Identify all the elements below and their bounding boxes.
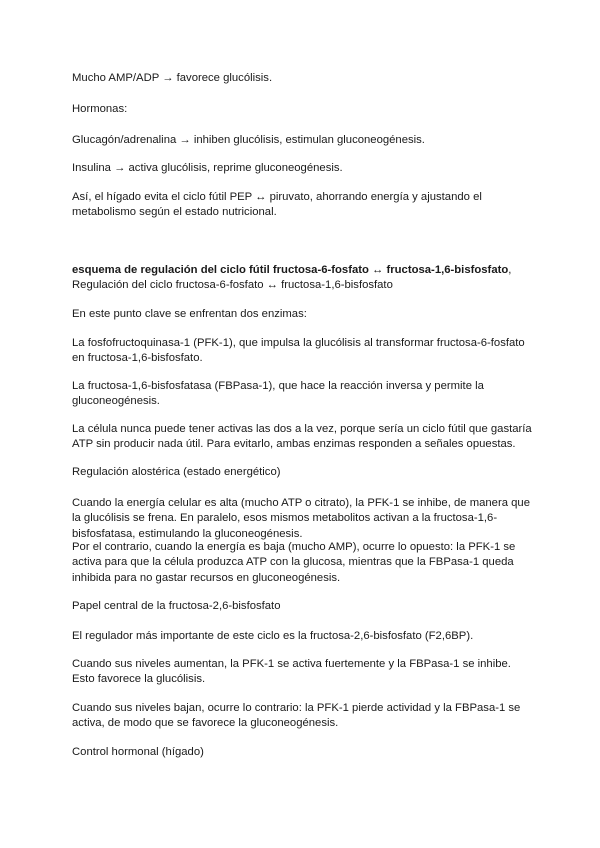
paragraph-asi: Así, el hígado evita el ciclo fútil PEP ↔ piruvato, ahorrando energía y ajustando el metabolismo según el estado nutricional. <box>72 191 482 219</box>
paragraph-control: Control hormonal (hígado) <box>72 746 204 758</box>
paragraph-energia-alta: Cuando la energía celular es alta (mucho ATP o citrato), la PFK-1 se inhibe, de manera que la glucólisis se frena. En paralelo, esos mismos metabolitos activan a la fructosa-1,6-bisfosfatasa, estimulando la gluconeogénesis. <box>72 497 530 540</box>
paragraph-esquema <box>72 263 532 294</box>
esquema-subtitle: Regulación del ciclo fructosa-6-fosfato ↔ fructosa-1,6-bisfosfato <box>72 279 393 292</box>
paragraph-hormonas: Hormonas: <box>72 103 128 115</box>
esquema-heading: esquema de regulación del ciclo fútil fructosa-6-fosfato ↔ fructosa-1,6-bisfosfato <box>72 264 509 276</box>
paragraph-aumentan: Cuando sus niveles aumentan, la PFK-1 se activa fuertemente y la FBPasa-1 se inhibe. Esto favorece la glucólisis. <box>72 658 511 686</box>
paragraph-pfk: La fosfofructoquinasa-1 (PFK-1), que impulsa la glucólisis al transformar fructosa-6-fosfato en fructosa-1,6-bisfosfato. <box>72 337 525 365</box>
paragraph-enzimas: En este punto clave se enfrentan dos enzimas: <box>72 308 307 320</box>
paragraph-insulina: Insulina → activa glucólisis, reprime gluconeogénesis. <box>72 162 343 174</box>
paragraph-bajan: Cuando sus niveles bajan, ocurre lo contrario: la PFK-1 pierde actividad y la FBPasa-1 se activa, de modo que se favorece la gluconeogénesis. <box>72 702 521 730</box>
paragraph-amp: Mucho AMP/ADP → favorece glucólisis. <box>72 72 273 84</box>
esquema-comma: , <box>508 264 512 276</box>
paragraph-celula: La célula nunca puede tener activas las dos a la vez, porque sería un ciclo fútil que gastaría ATP sin producir nada útil. Para evitarlo, ambas enzimas responden a señales opuestas. <box>72 423 532 451</box>
paragraph-glucagon: Glucagón/adrenalina → inhiben glucólisis, estimulan gluconeogénesis. <box>72 134 425 146</box>
paragraph-regulador: El regulador más importante de este ciclo es la fructosa-2,6-bisfosfato (F2,6BP). <box>72 630 474 642</box>
paragraph-fbpasa: La fructosa-1,6-bisfosfatasa (FBPasa-1), que hace la reacción inversa y permite la gluconeogénesis. <box>72 380 484 408</box>
paragraph-alosterica: Regulación alostérica (estado energético) <box>72 466 281 478</box>
paragraph-papel: Papel central de la fructosa-2,6-bisfosfato <box>72 600 281 612</box>
paragraph-energia-baja: Por el contrario, cuando la energía es baja (mucho AMP), ocurre lo opuesto: la PFK-1 se activa para que la célula produzca ATP con la glucosa, mientras que la FBPasa-1 queda inhibida para no gastar recursos en gluconeogénesis. <box>72 541 516 584</box>
